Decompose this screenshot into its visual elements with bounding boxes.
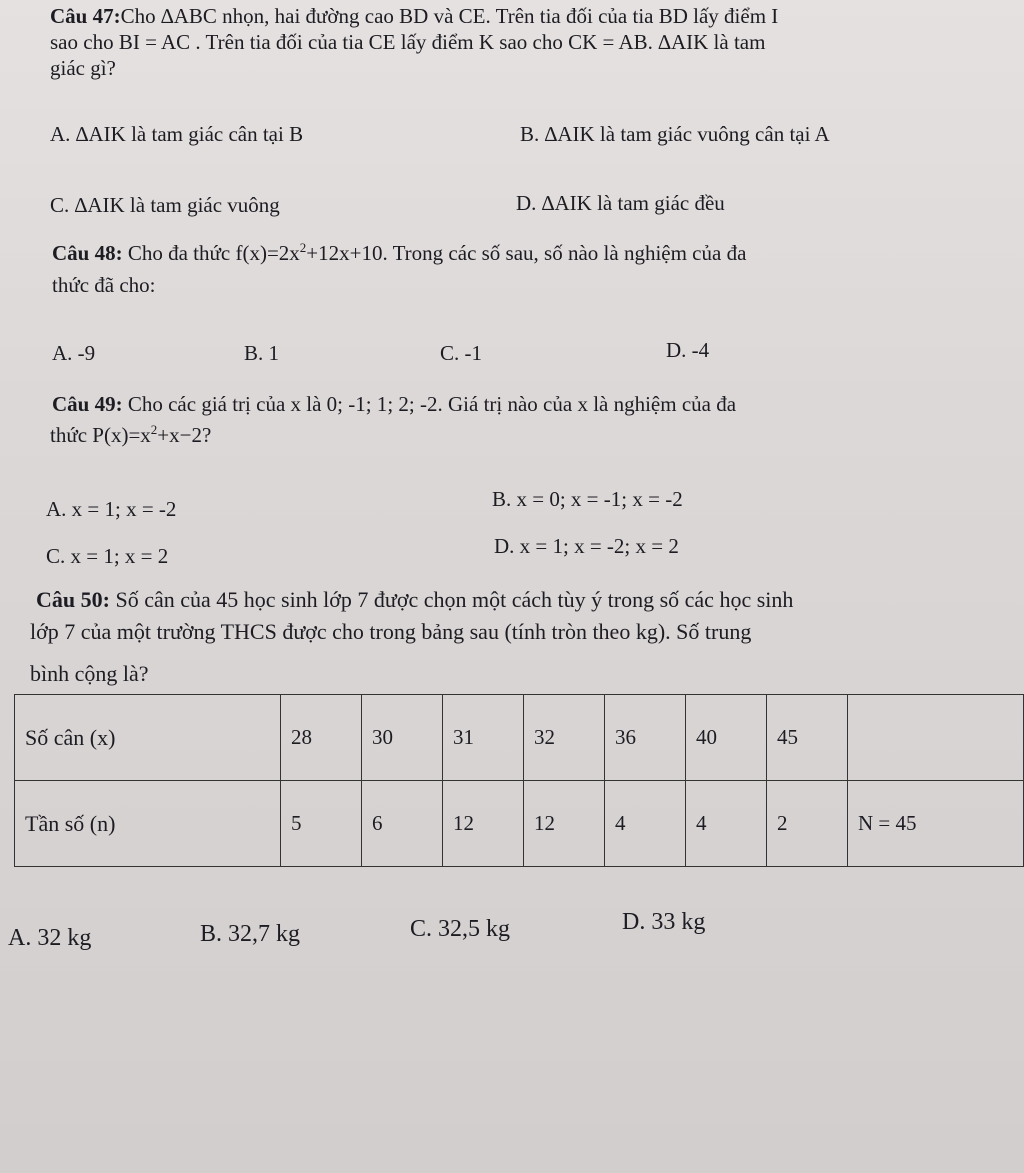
q49-line1 (52, 394, 736, 415)
q50-label: Câu 50: (36, 587, 110, 612)
q50-line3: bình cộng là? (30, 661, 149, 686)
table-cell: 31 (443, 695, 524, 781)
q49-exponent: 2 (150, 422, 158, 437)
table-cell-total: N = 45 (848, 781, 1024, 867)
row-header-frequency: Tần số (n) (15, 781, 281, 867)
table-cell: 6 (362, 781, 443, 867)
q47-text-1: Cho ∆ABC nhọn, hai đường cao BD và CE. Trên tia đối của tia BD lấy điểm I (120, 4, 779, 28)
table-cell: 40 (686, 695, 767, 781)
table-cell (848, 695, 1024, 781)
table-cell: 12 (443, 781, 524, 867)
q50-text-1: Số cân của 45 học sinh lớp 7 được chọn một cách tùy ý trong số các học sinh (109, 587, 794, 612)
q48-exponent: 2 (299, 240, 307, 255)
table-cell: 2 (767, 781, 848, 867)
q48-text-pre: Cho đa thức f(x)=2x (122, 241, 300, 265)
q48-line1 (52, 240, 747, 265)
q49-text-post: +x−2? (157, 423, 212, 447)
q50-option-d: D. 33 kg (622, 909, 706, 935)
table-cell: 4 (686, 781, 767, 867)
q47-option-a: A. ∆AIK là tam giác cân tại B (50, 122, 304, 146)
table-cell: 12 (524, 781, 605, 867)
q50-option-a: A. 32 kg (8, 925, 92, 951)
q49-option-a: A. x = 1; x = -2 (46, 497, 177, 521)
q48-option-c: C. -1 (440, 341, 482, 365)
q48-label: Câu 48: (52, 241, 123, 265)
q49-text-1: Cho các giá trị của x là 0; -1; 1; 2; -2. Giá trị nào của x là nghiệm của đa (122, 392, 737, 416)
table-row-weight (15, 695, 1024, 781)
q48-text-post: +12x+10. Trong các số sau, số nào là nghiệm của đa (306, 241, 747, 265)
q50-option-b: B. 32,7 kg (200, 921, 301, 947)
q49-line2 (50, 422, 212, 447)
q47-line2: sao cho BI = AC . Trên tia đối của tia CE lấy điểm K sao cho CK = AB. ∆AIK là tam (50, 30, 766, 54)
table-cell: 5 (281, 781, 362, 867)
q47-option-c: C. ∆AIK là tam giác vuông (50, 193, 280, 217)
table-cell: 32 (524, 695, 605, 781)
table-cell: 28 (281, 695, 362, 781)
q48-option-a: A. -9 (52, 341, 96, 365)
q48-option-d: D. -4 (666, 338, 710, 362)
q47-option-b: B. ∆AIK là tam giác vuông cân tại A (520, 122, 830, 146)
q48-line2: thức đã cho: (52, 273, 156, 297)
row-header-weight: Số cân (x) (15, 695, 281, 781)
table-cell: 30 (362, 695, 443, 781)
q50-line1 (36, 589, 793, 611)
q48-option-b: B. 1 (244, 341, 280, 365)
q49-option-b: B. x = 0; x = -1; x = -2 (492, 487, 683, 511)
q50-option-c: C. 32,5 kg (410, 916, 511, 942)
frequency-table (14, 694, 1024, 867)
q49-option-d: D. x = 1; x = -2; x = 2 (494, 534, 679, 558)
q49-label: Câu 49: (52, 392, 123, 416)
table-row-frequency (15, 781, 1024, 867)
q50-line2: lớp 7 của một trường THCS được cho trong bảng sau (tính tròn theo kg). Số trung (30, 619, 752, 644)
q49-text-pre: thức P(x)=x (50, 423, 151, 447)
q47-option-d: D. ∆AIK là tam giác đều (516, 191, 725, 215)
table-cell: 45 (767, 695, 848, 781)
table-cell: 4 (605, 781, 686, 867)
q47-line1 (50, 6, 778, 27)
q47-line3: giác gì? (50, 56, 116, 80)
q49-option-c: C. x = 1; x = 2 (46, 544, 169, 568)
q47-label: Câu 47: (50, 4, 121, 28)
table-cell: 36 (605, 695, 686, 781)
